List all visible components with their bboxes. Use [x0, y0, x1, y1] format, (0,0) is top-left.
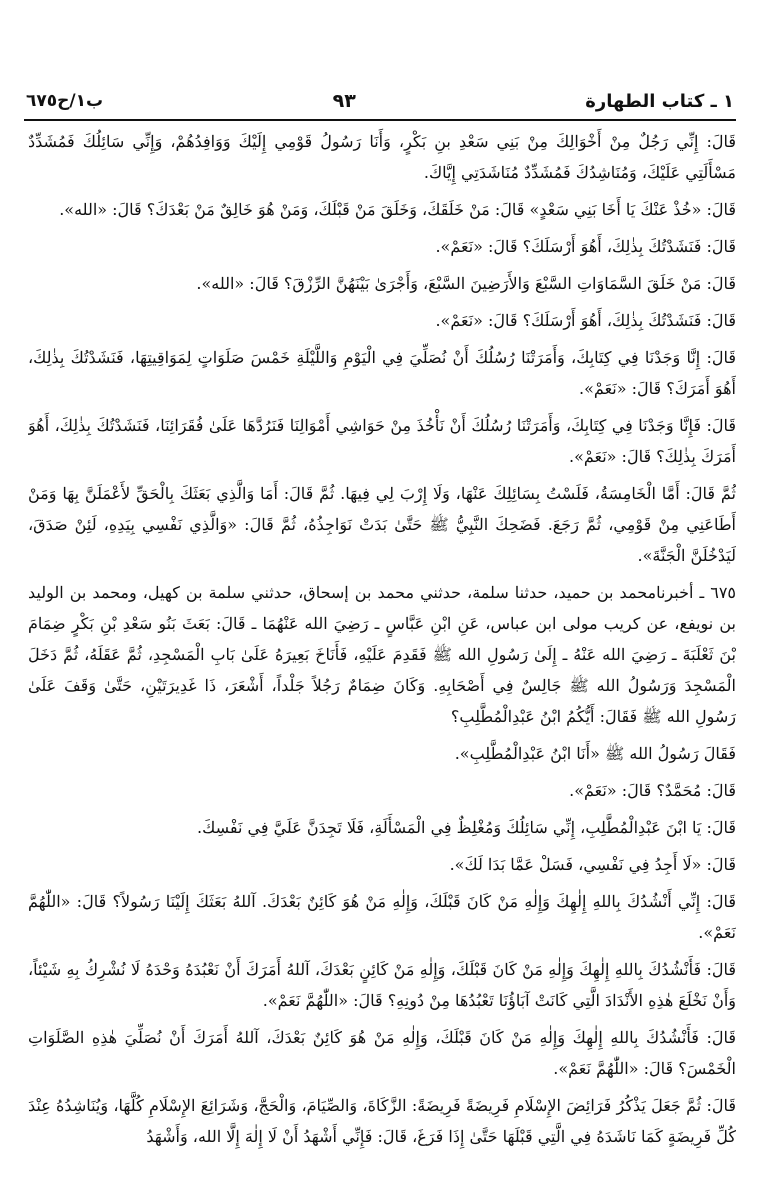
paragraph: قَالَ: ثُمَّ جَعَلَ يَذْكُرُ فَرَائِضَ الإِسْلَامِ فَرِيضَةً فَرِيضَةً: الزَّكَاةَ، وَالصِّيَامَ، وَالْحَجَّ، وَشَرَائِعَ الإِسْلَامِ كُلَّهَا، وَيُنَاشِدُهُ عِنْدَ كُلِّ فَرِيضَةٍ كَمَا نَاشَدَهُ فِي الَّتِي قَبْلَهَا حَتَّىٰ إِذَا فَرَغَ، قَالَ: فَإِنِّي أَشْهَدُ أَنْ لَا إِلٰهَ إِلَّا الله، وَأَشْهَدُ — [28, 1096, 736, 1146]
page-header — [26, 86, 734, 116]
hadith-reference: ب١/ح٦٧٥ — [26, 91, 104, 111]
paragraph: قَالَ: فَنَشَدْتُكَ بِذٰلِكَ، أَهُوَ أَرْسَلَكَ؟ قَالَ: «نَعَمْ». — [435, 311, 736, 330]
paragraph: قَالَ: مَنْ خَلَقَ السَّمَاوَاتِ السَّبْعَ وَالأَرَضِينَ السَّبْعَ، وَأَجْرَىٰ بَيْنَهُنَّ الرِّزْقَ؟ قَالَ: «الله». — [196, 274, 736, 293]
paragraph: قَالَ: «خُذْ عَنْكَ يَا أَخَا بَنِي سَعْدٍ» قَالَ: مَنْ خَلَقَكَ، وَخَلَقَ مَنْ قَبْلَكَ، وَمَنْ هُوَ خَالِقٌ مَنْ بَعْدَكَ؟ قَالَ: «الله». — [59, 200, 736, 219]
paragraph: قَالَ: فَأَنْشُدُكَ بِاللهِ إِلٰهِكَ وَإِلٰهِ مَنْ كَانَ قَبْلَكَ، وَإِلٰهِ مَنْ كَائِنٍ بَعْدَكَ، آللهُ أَمَرَكَ أَنْ نَعْبُدَهُ وَحْدَهُ لَا نُشْرِكُ بِهِ شَيْئاً، وَأَنْ نَخْلَعَ هٰذِهِ الأَنْدَادَ الَّتِي كَانَتْ آبَاؤُنَا تَعْبُدُهَا مِنْ دُونِهِ؟ قَالَ: «اللّٰهُمَّ نَعَمْ». — [28, 960, 736, 1010]
paragraph: قَالَ: إِنِّي أَنْشُدُكَ بِاللهِ إِلٰهِكَ وَإِلٰهِ مَنْ كَانَ قَبْلَكَ، وَإِلٰهِ مَنْ هُوَ كَائِنٌ بَعْدَكَ. آللهُ بَعَثَكَ إِلَيْنَا رَسُولاً؟ قَالَ: «اللّٰهُمَّ نَعَمْ». — [28, 892, 736, 942]
chapter-title: ١ ـ كتاب الطهارة — [585, 90, 734, 112]
paragraph: قَالَ: «لَا أَجِدُ فِي نَفْسِي، فَسَلْ عَمَّا بَدَا لَكَ». — [449, 855, 736, 874]
page-number: ٩٣ — [332, 90, 356, 112]
paragraph: قَالَ: مُحَمَّدٌ؟ قَالَ: «نَعَمْ». — [569, 781, 736, 800]
paragraph: قَالَ: فَإِنَّا وَجَدْنَا فِي كِتَابِكَ، وَأَمَرَتْنَا رُسُلُكَ أَنْ نَأْخُذَ مِنْ حَوَاشِي أَمْوَالِنَا فَنَرُدَّهَا عَلَىٰ فُقَرَائِنَا، فَنَشَدْتُكَ بِذٰلِكَ، أَهُوَ أَمَرَكَ بِذٰلِكَ؟ قَالَ: «نَعَمْ». — [28, 416, 736, 466]
paragraph: قَالَ: إِنِّي رَجُلٌ مِنْ أَخْوَالِكَ مِنْ بَنِي سَعْدِ بنِ بَكْرٍ، وَأَنَا رَسُولُ قَوْمِي إِلَيْكَ وَوَافِدُهُمْ، وَإِنِّي سَائِلُكَ فَمُشَدِّدٌ مَسْأَلَتِي عَلَيْكَ، وَمُنَاشِدُكَ فَمُشَدِّدٌ مُنَاشَدَتِي إِيَّاكَ. — [28, 132, 736, 182]
paragraph: قَالَ: يَا ابْنَ عَبْدِالْمُطَّلِبِ، إِنِّي سَائِلُكَ وَمُغْلِظٌ فِي الْمَسْأَلَةِ، فَلَا تَجِدَنَّ عَلَيَّ فِي نَفْسِكَ. — [197, 818, 736, 837]
paragraph: ثُمَّ قَالَ: أَمَّا الْخَامِسَةُ، فَلَسْتُ بِسَائِلِكَ عَنْهَا، وَلَا إِرْبَ لِي فِيهَا. ثُمَّ قَالَ: أَمَا وَالَّذِي بَعَثَكَ بِالْحَقِّ لأَعْمَلَنَّ بِهَا وَمَنْ أَطَاعَنِي مِنْ قَوْمِي، ثُمَّ رَجَعَ. فَضَحِكَ النَّبِيُّ ﷺ حَتَّىٰ بَدَتْ نَوَاجِذُهُ، ثُمَّ قَالَ: «وَالَّذِي نَفْسِي بِيَدِهِ، لَئِنْ صَدَقَ، لَيَدْخُلَنَّ الْجَنَّةَ». — [28, 484, 736, 565]
paragraph: قَالَ: إِنَّا وَجَدْنَا فِي كِتَابِكَ، وَأَمَرَتْنَا رُسُلُكَ أَنْ نُصَلِّيَ فِي الْيَوْمِ وَاللَّيْلَةِ خَمْسَ صَلَوَاتٍ لِمَوَاقِيتِهَا، فَنَشَدْتُكَ بِذٰلِكَ، أَهُوَ أَمَرَكَ؟ قَالَ: «نَعَمْ». — [28, 348, 736, 398]
page-body — [28, 126, 736, 1175]
hadith-675-paragraph: ٦٧٥ ـ أخبرنامحمد بن حميد، حدثنا سلمة، حدثني محمد بن إسحاق، حدثني سلمة بن كهيل، ومحمد بن الوليد بن نويفع، عن كريب مولى ابن عباس، عَنِ ابْنِ عَبَّاسٍ ـ رَضِيَ الله عَنْهُمَا ـ قَالَ: بَعَثَ بَنُو سَعْدِ بْنِ بَكْرٍ ضِمَامَ بْنَ ثَعْلَبَةَ ـ رَضِيَ الله عَنْهُ ـ إِلَىٰ رَسُولِ الله ﷺ فَقَدِمَ عَلَيْهِ، فَأَنَاخَ بَعِيرَهُ عَلَىٰ بَابِ الْمَسْجِدِ، ثُمَّ عَقَلَهُ، ثُمَّ دَخَلَ الْمَسْجِدَ وَرَسُولُ الله ﷺ جَالِسٌ فِي أَصْحَابِهِ. وَكَانَ ضِمَامٌ رَجُلاً جَلْداً، أَشْعَرَ، ذَا غَدِيرَتَيْنِ، حَتَّىٰ وَقَفَ عَلَىٰ رَسُولِ الله ﷺ فَقَالَ: أَيُّكُمُ ابْنُ عَبْدِالْمُطَّلِبِ؟ — [28, 583, 736, 726]
paragraph: قَالَ: فَأَنْشُدُكَ بِاللهِ إِلٰهِكَ وَإِلٰهِ مَنْ كَانَ قَبْلَكَ، وَإِلٰهِ مَنْ هُوَ كَائِنٌ بَعْدَكَ، آللهُ أَمَرَكَ أَنْ نُصَلِّيَ هٰذِهِ الصَّلَوَاتِ الْخَمْسَ؟ قَالَ: «اللّٰهُمَّ نَعَمْ». — [28, 1028, 736, 1078]
paragraph: فَقَالَ رَسُولُ الله ﷺ «أَنَا ابْنُ عَبْدِالْمُطَّلِبِ». — [454, 744, 736, 763]
paragraph: قَالَ: فَنَشَدْتُكَ بِذٰلِكَ، أَهُوَ أَرْسَلَكَ؟ قَالَ: «نَعَمْ». — [435, 237, 736, 256]
header-divider — [24, 119, 736, 121]
